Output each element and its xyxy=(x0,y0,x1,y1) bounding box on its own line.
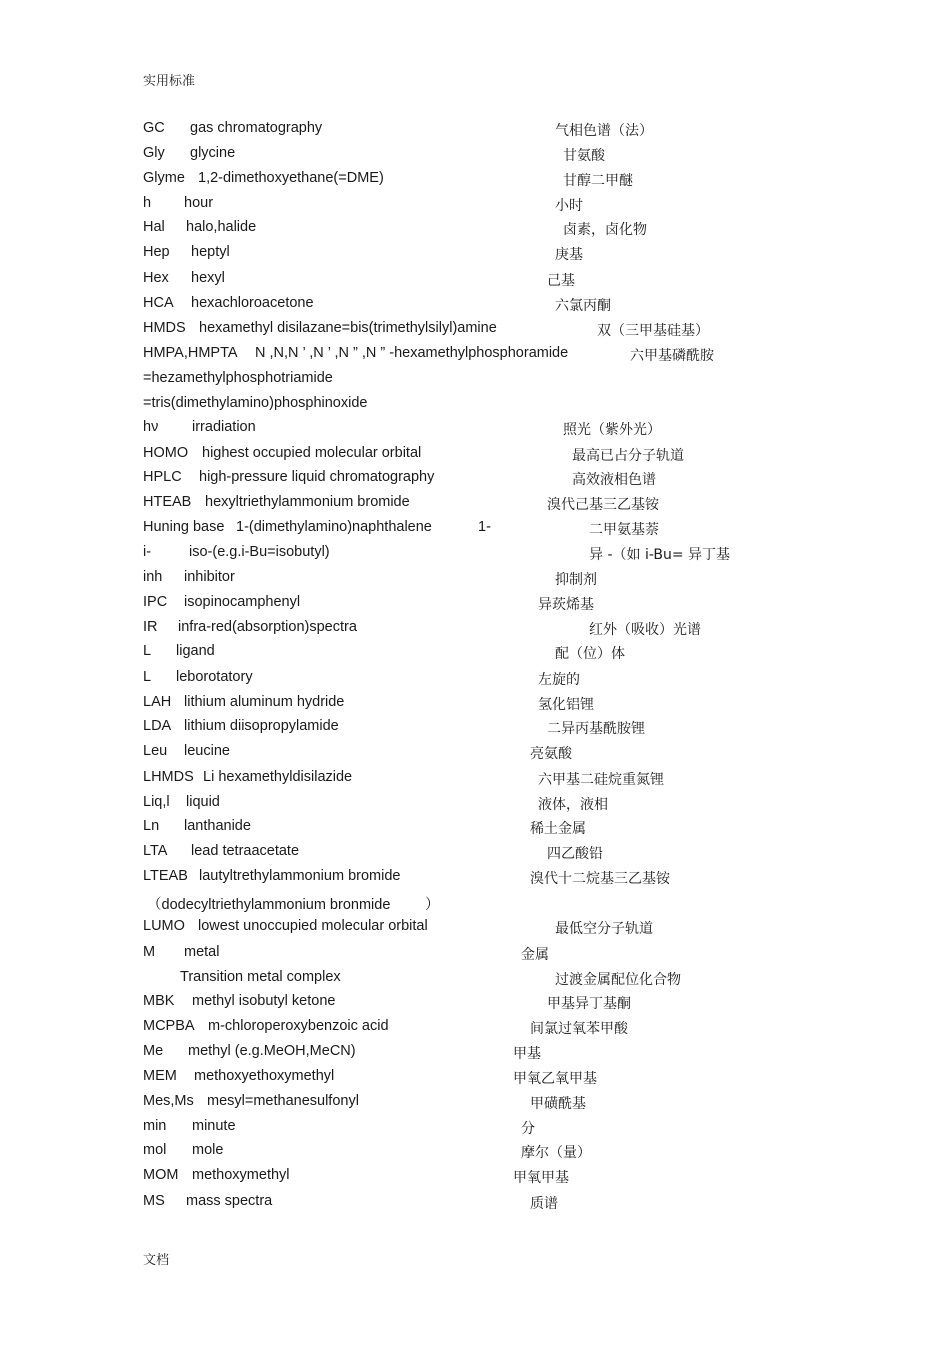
entry-english: （dodecyltriethylammonium bronmide xyxy=(147,897,391,913)
entry-english: leborotatory xyxy=(176,669,253,685)
glossary-entry xyxy=(0,643,950,668)
glossary-entry xyxy=(0,295,950,320)
glossary-entry xyxy=(0,469,950,494)
entry-chinese: 四乙酸铅 xyxy=(547,846,603,862)
entry-abbreviation: i- xyxy=(143,544,152,560)
entry-chinese: 异莰烯基 xyxy=(538,597,594,613)
entry-abbreviation: LDA xyxy=(143,718,172,734)
glossary-entry xyxy=(0,594,950,619)
glossary-entry xyxy=(0,395,950,420)
entry-english: lowest unoccupied molecular orbital xyxy=(198,918,428,934)
glossary-entry xyxy=(0,120,950,145)
entry-chinese: 溴代十二烷基三乙基铵 xyxy=(530,871,670,887)
glossary-entry xyxy=(0,1043,950,1068)
entry-abbreviation: MCPBA xyxy=(143,1018,195,1034)
entry-abbreviation: GC xyxy=(143,120,165,136)
glossary-entry xyxy=(0,769,950,794)
entry-english: methyl isobutyl ketone xyxy=(192,993,336,1009)
entry-chinese: 红外（吸收）光谱 xyxy=(589,622,701,638)
entry-abbreviation: min xyxy=(143,1118,167,1134)
entry-chinese: 液体，液相 xyxy=(538,797,608,813)
entry-abbreviation: HCA xyxy=(143,295,174,311)
glossary-entry xyxy=(0,718,950,743)
glossary-entry xyxy=(0,219,950,244)
entry-english: mole xyxy=(192,1142,224,1158)
entry-chinese: 氢化铝锂 xyxy=(538,697,594,713)
entry-abbreviation: IPC xyxy=(143,594,168,610)
entry-chinese: 甘醇二甲醚 xyxy=(563,173,633,189)
glossary-entry xyxy=(0,818,950,843)
entry-english: isopinocamphenyl xyxy=(184,594,301,610)
glossary-entry xyxy=(0,170,950,195)
entry-abbreviation: LUMO xyxy=(143,918,185,934)
glossary-entry xyxy=(0,370,950,395)
entry-abbreviation: IR xyxy=(143,619,158,635)
entry-chinese: 过渡金属配位化合物 xyxy=(555,972,681,988)
glossary-entry xyxy=(0,244,950,269)
entry-english: Transition metal complex xyxy=(180,969,341,985)
glossary-entry xyxy=(0,944,950,969)
glossary-entry xyxy=(0,419,950,444)
entry-abbreviation: Ln xyxy=(143,818,160,834)
entry-english-suffix: 1- xyxy=(478,519,491,535)
entry-chinese: 溴代己基三乙基铵 xyxy=(547,497,659,513)
entry-english: highest occupied molecular orbital xyxy=(202,445,422,461)
entry-english: hexyl xyxy=(191,270,225,286)
glossary-entry xyxy=(0,1142,950,1167)
entry-english: gas chromatography xyxy=(190,120,323,136)
entry-english: irradiation xyxy=(192,419,256,435)
entry-english: heptyl xyxy=(191,244,230,260)
entry-chinese: 最高已占分子轨道 xyxy=(572,448,684,464)
entry-abbreviation: hν xyxy=(143,419,159,435)
entry-chinese: 气相色谱（法） xyxy=(555,123,653,139)
entry-abbreviation: Hex xyxy=(143,270,169,286)
entry-abbreviation: inh xyxy=(143,569,163,585)
entry-chinese: 稀土金属 xyxy=(530,821,586,837)
entry-abbreviation: HTEAB xyxy=(143,494,192,510)
entry-english: hour xyxy=(184,195,214,211)
glossary-entry xyxy=(0,320,950,345)
entry-abbreviation: MS xyxy=(143,1193,165,1209)
entry-abbreviation: HOMO xyxy=(143,445,189,461)
entry-abbreviation: Hal xyxy=(143,219,165,235)
entry-english: lead tetraacetate xyxy=(191,843,300,859)
entry-abbreviation: MEM xyxy=(143,1068,177,1084)
glossary-entry xyxy=(0,868,950,893)
glossary-entry xyxy=(0,519,950,544)
entry-chinese: 间氯过氧苯甲酸 xyxy=(530,1021,628,1037)
entry-english: 1,2-dimethoxyethane(=DME) xyxy=(198,170,384,186)
entry-english: iso-(e.g.i-Bu=isobutyl) xyxy=(189,544,330,560)
glossary-entry xyxy=(0,993,950,1018)
glossary-entry xyxy=(0,345,950,370)
entry-english: ligand xyxy=(176,643,215,659)
glossary-entry xyxy=(0,1018,950,1043)
entry-english: glycine xyxy=(190,145,236,161)
glossary-entry xyxy=(0,1093,950,1118)
entry-chinese: 甲磺酰基 xyxy=(530,1096,586,1112)
entry-english: hexachloroacetone xyxy=(191,295,314,311)
entry-abbreviation: LHMDS xyxy=(143,769,194,785)
entry-english: liquid xyxy=(186,794,220,810)
entry-english: hexyltriethylammonium bromide xyxy=(205,494,410,510)
entry-abbreviation: LTA xyxy=(143,843,168,859)
entry-abbreviation: L xyxy=(143,643,152,659)
entry-chinese: 卤素，卤化物 xyxy=(563,222,647,238)
entry-abbreviation: Glyme xyxy=(143,170,185,186)
glossary-entry xyxy=(0,445,950,470)
glossary-entry xyxy=(0,1118,950,1143)
entry-chinese: 六甲基磷酰胺 xyxy=(630,348,714,364)
entry-abbreviation: Hep xyxy=(143,244,170,260)
entry-chinese: 抑制剂 xyxy=(555,572,597,588)
entry-chinese: 照光（紫外光） xyxy=(563,422,661,438)
entry-english: lithium aluminum hydride xyxy=(184,694,345,710)
entry-chinese: 小时 xyxy=(555,198,583,214)
glossary-entry xyxy=(0,569,950,594)
entry-chinese: 异 -（如 i-Bu= 异丁基 xyxy=(589,547,731,563)
entry-abbreviation: Gly xyxy=(143,145,165,161)
entry-chinese: 甘氨酸 xyxy=(563,148,605,164)
entry-chinese: 双（三甲基硅基） xyxy=(597,323,709,339)
entry-english: infra-red(absorption)spectra xyxy=(178,619,357,635)
entry-abbreviation: MBK xyxy=(143,993,175,1009)
entry-chinese: 二异丙基酰胺锂 xyxy=(547,721,645,737)
entry-abbreviation: LAH xyxy=(143,694,172,710)
entry-chinese: 高效液相色谱 xyxy=(572,472,656,488)
entry-abbreviation: M xyxy=(143,944,156,960)
entry-english: leucine xyxy=(184,743,230,759)
entry-abbreviation: Me xyxy=(143,1043,164,1059)
entry-chinese: 六甲基二硅烷重氮锂 xyxy=(538,772,664,788)
glossary-entry xyxy=(0,1193,950,1218)
glossary-entry xyxy=(0,195,950,220)
entry-english: halo,halide xyxy=(186,219,257,235)
entry-chinese: 最低空分子轨道 xyxy=(555,921,653,937)
entry-abbreviation: HPLC xyxy=(143,469,182,485)
glossary-entry xyxy=(0,918,950,943)
glossary-entry xyxy=(0,969,950,994)
glossary-entry xyxy=(0,270,950,295)
entry-abbreviation: Liq,l xyxy=(143,794,170,810)
glossary-entry xyxy=(0,794,950,819)
glossary-entry xyxy=(0,1167,950,1192)
entry-english: =hezamethylphosphotriamide xyxy=(143,370,333,386)
glossary-entry xyxy=(0,145,950,170)
entry-chinese: 甲基 xyxy=(513,1046,541,1062)
entry-chinese: 亮氨酸 xyxy=(530,746,572,762)
glossary-entry xyxy=(0,743,950,768)
entry-abbreviation: Leu xyxy=(143,743,168,759)
entry-chinese: 左旋的 xyxy=(538,672,580,688)
entry-abbreviation: Mes,Ms xyxy=(143,1093,194,1109)
entry-chinese: 分 xyxy=(521,1121,535,1137)
entry-chinese: 摩尔（量） xyxy=(521,1145,591,1161)
entry-chinese: 六氯丙酮 xyxy=(555,298,611,314)
entry-abbreviation: LTEAB xyxy=(143,868,188,884)
entry-english: hexamethyl disilazane=bis(trimethylsilyl)amine xyxy=(199,320,497,336)
entry-abbreviation: Huning base xyxy=(143,519,225,535)
entry-chinese: 质谱 xyxy=(530,1196,558,1212)
entry-english: mass spectra xyxy=(186,1193,273,1209)
entry-english: high-pressure liquid chromatography xyxy=(199,469,435,485)
glossary-entry xyxy=(0,893,950,918)
entry-chinese: 甲氧甲基 xyxy=(513,1170,569,1186)
entry-english: lanthanide xyxy=(184,818,251,834)
entry-english: methyl (e.g.MeOH,MeCN) xyxy=(188,1043,356,1059)
entry-english: methoxyethoxymethyl xyxy=(194,1068,335,1084)
entry-abbreviation: mol xyxy=(143,1142,167,1158)
page-footer: 文档 xyxy=(143,1253,170,1268)
entry-english: metal xyxy=(184,944,220,960)
glossary-entry xyxy=(0,494,950,519)
entry-abbreviation: HMDS xyxy=(143,320,186,336)
entry-chinese: 甲氧乙氧甲基 xyxy=(513,1071,597,1087)
entry-english: =tris(dimethylamino)phosphinoxide xyxy=(143,395,368,411)
entry-english: m-chloroperoxybenzoic acid xyxy=(208,1018,389,1034)
entry-english: mesyl=methanesulfonyl xyxy=(207,1093,359,1109)
entry-english: N ,N,N ’ ,N ’ ,N ” ,N ” -hexamethylphosphoramide xyxy=(255,345,569,361)
entry-abbreviation: MOM xyxy=(143,1167,179,1183)
entry-chinese: 甲基异丁基酮 xyxy=(547,996,631,1012)
entry-abbreviation: L xyxy=(143,669,152,685)
entry-abbreviation: h xyxy=(143,195,152,211)
entry-english: 1-(dimethylamino)naphthalene xyxy=(236,519,432,535)
glossary-entry xyxy=(0,669,950,694)
glossary-entry xyxy=(0,843,950,868)
entry-english: methoxymethyl xyxy=(192,1167,290,1183)
glossary-entry xyxy=(0,694,950,719)
entry-chinese: 二甲氨基萘 xyxy=(589,522,659,538)
entry-english: inhibitor xyxy=(184,569,235,585)
entry-chinese: 金属 xyxy=(521,947,549,963)
entry-chinese: 己基 xyxy=(547,273,575,289)
entry-chinese: 庚基 xyxy=(555,247,583,263)
entry-english-suffix: ） xyxy=(425,897,440,913)
glossary-entry xyxy=(0,1068,950,1093)
entry-abbreviation: HMPA,HMPTA xyxy=(143,345,238,361)
entry-english: lautyltrethylammonium bromide xyxy=(199,868,401,884)
entry-english: minute xyxy=(192,1118,236,1134)
entry-chinese: 配（位）体 xyxy=(555,646,625,662)
page-header: 实用标准 xyxy=(143,74,196,89)
glossary-entry xyxy=(0,544,950,569)
entry-english: Li hexamethyldisilazide xyxy=(203,769,353,785)
entry-english: lithium diisopropylamide xyxy=(184,718,339,734)
glossary-entry xyxy=(0,619,950,644)
